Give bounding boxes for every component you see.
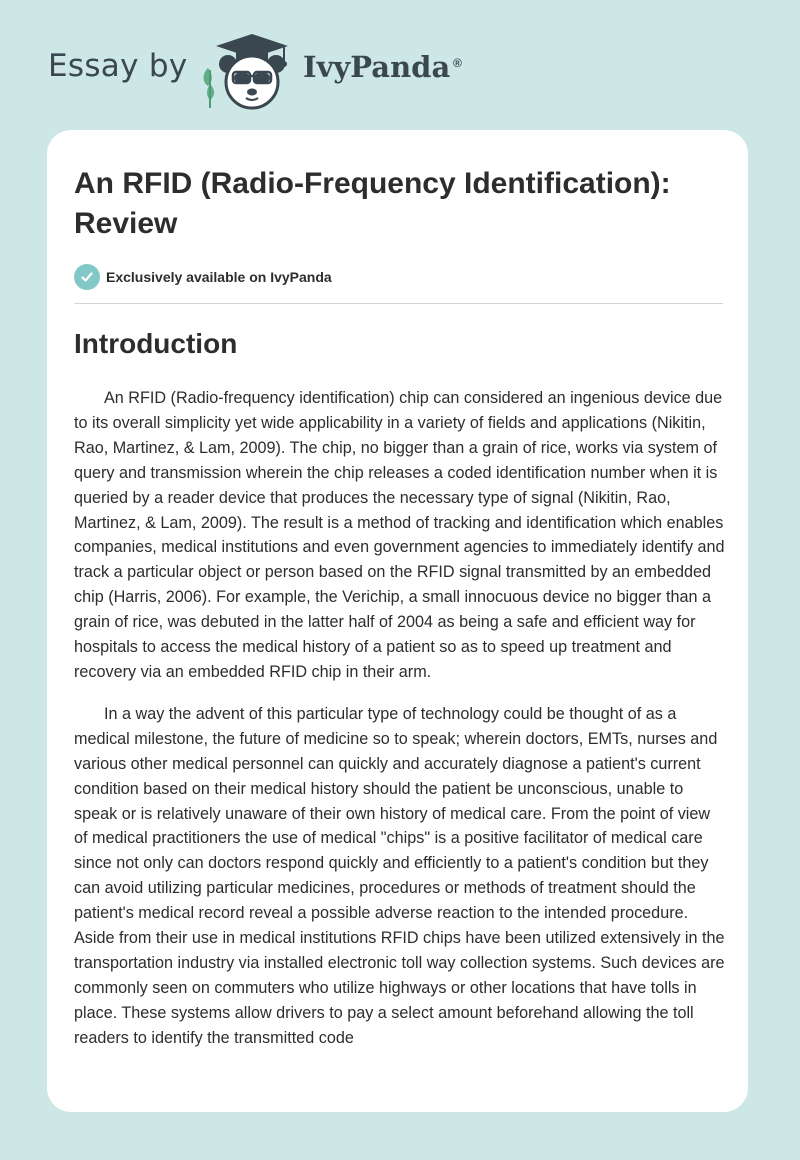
essay-body [74, 386, 726, 1068]
brand-prefix: Essay by [48, 48, 188, 84]
section-heading: Introduction [74, 328, 238, 359]
panda-graduate-icon[interactable] [198, 30, 298, 110]
page-title: An RFID (Radio-Frequency Identification): Review [74, 167, 671, 240]
exclusive-badge [74, 264, 332, 290]
exclusive-badge-text: Exclusively available on IvyPanda [106, 269, 332, 285]
divider [74, 303, 723, 304]
brand-name: IvyPanda [303, 50, 451, 84]
ivy-leaf-icon [204, 68, 215, 108]
site-header [48, 30, 528, 110]
registered-mark: ® [453, 56, 462, 70]
paragraph: In a way the advent of this particular type of technology could be thought of as a medical milestone, the future of medicine so to speak; wherein doctors, EMTs, nurses and various other medical personnel can quickly and accurately diagnose a patient's current condition based on their medical history should the patient be unconscious, unable to speak or is relatively unaware of their own history of medical care. From the point of view of medical practitioners the use of medical "chips" is a positive facilitator of medical care since not only can doctors respond quickly and efficiently to a patient's condition but they can avoid utilizing particular medicines, procedures or methods of treatment should the patient's medical record reveal a possible adverse reaction to the intended procedure. Aside from their use in medical institutions RFID chips have been utilized extensively in the transportation industry via installed electronic toll way collection systems. Such devices are commonly seen on commuters who utilize highways or other locations that have tolls in place. These systems allow drivers to pay a select amount beforehand allowing the toll readers to identify the transmitted code [74, 704, 725, 1047]
check-icon [74, 264, 100, 290]
essay-card [47, 130, 748, 1112]
paragraph: An RFID (Radio-frequency identification) chip can considered an ingenious device due to its overall simplicity yet wide applicability in a variety of fields and applications (Nikitin, Rao, Martinez, & Lam, 2009). The chip, no bigger than a grain of rice, works via system of query and transmission wherein the chip releases a coded identification number when it is queried by a reader device that produces the necessary type of signal (Nikitin, Rao, Martinez, & Lam, 2009). The result is a method of tracking and identification which enables companies, medical institutions and even government agencies to immediately identify and track a particular object or person based on the RFID signal transmitted by an embedded chip (Harris, 2006). For example, the Verichip, a small innocuous device no bigger than a grain of rice, was debuted in the latter half of 2004 as being a safe and efficient way for hospitals to access the medical history of a patient so as to speed up treatment and recovery via an embedded RFID chip in their arm. [74, 389, 725, 681]
